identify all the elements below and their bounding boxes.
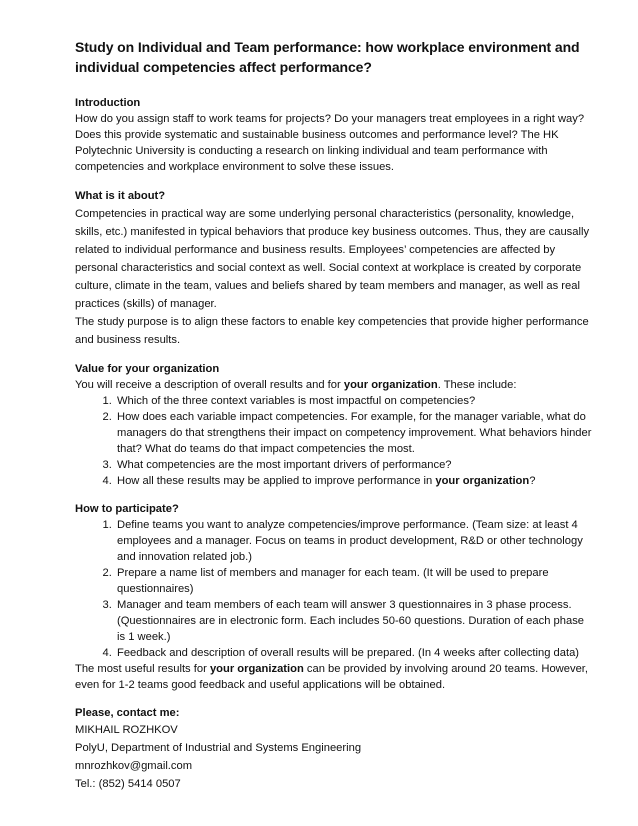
value-item-2: 2. How does each variable impact competencies. For example, for the manager variable, what do managers do that strengthens their impact on competency improvement. What behaviors hinder that? What do teams do that impact competencies the most. [115, 409, 595, 457]
about-text-2: The study purpose is to align these factors to enable key competencies that provide higher performance and business results. [75, 316, 589, 346]
contact-affiliation: PolyU, Department of Industrial and Systems Engineering [75, 742, 362, 754]
value-section [75, 361, 595, 489]
document-title: Study on Individual and Team performance: how workplace environment and individual competencies affect performance? [75, 39, 580, 75]
participate-item-1: 1. Define teams you want to analyze competencies/improve performance. (Team size: at least 4 employees and a manager. Focus on teams in product development, R&D or other technology and innovation related job.) [115, 517, 595, 565]
participate-item-3: 3. Manager and team members of each team will answer 3 questionnaires in 3 phase process. (Questionnaires are in electronic form. Each includes 50-60 questions. Duration of each phase is 1 week.) [115, 597, 595, 645]
participate-section [75, 501, 595, 693]
participate-closing: The most useful results for your organization can be provided by involving around 20 teams. However, even for 1-2 teams good feedback and useful applications will be obtained. [75, 663, 589, 691]
introduction-text: How do you assign staff to work teams for projects? Do your managers treat employees in a right way? Does this provide systematic and sustainable business outcomes and performance level? The HK Polytechnic University is conducting a research on linking individual and team performance with competencies and workplace environment to solve these issues. [75, 113, 585, 173]
value-item-1: 1. Which of the three context variables is most impactful on competencies? [115, 393, 595, 409]
value-item-3: 3. What competencies are the most important drivers of performance? [115, 457, 595, 473]
contact-phone: Tel.: (852) 5414 0507 [75, 778, 181, 790]
contact-email[interactable]: mnrozhkov@gmail.com [75, 760, 193, 772]
document-page [75, 37, 595, 805]
contact-section [75, 705, 595, 793]
org-emphasis: your organization [435, 475, 530, 487]
about-heading: What is it about? [75, 190, 166, 202]
value-item-4: 4. How all these results may be applied to improve performance in your organization? [115, 473, 595, 489]
introduction-section [75, 95, 595, 175]
about-section [75, 187, 595, 349]
participate-item-4: 4. Feedback and description of overall results will be prepared. (In 4 weeks after collecting data) [115, 645, 595, 661]
contact-name: MIKHAIL ROZHKOV [75, 724, 178, 736]
introduction-heading: Introduction [75, 97, 141, 109]
about-text-1: Competencies in practical way are some underlying personal characteristics (personality, knowledge, skills, etc.) manifested in typical behaviors that produce key business outcomes. Thus, they are causally related to individual performance and business results. Employees’ competencies are affected by personal characteristics and social context as well. Social context at workplace is created by corporate culture, climate in the team, values and beliefs shared by team members and manager, as well as real practices (skills) of manager. [75, 208, 590, 310]
value-intro: You will receive a description of overall results and for your organization. These include: [75, 379, 517, 391]
value-list [75, 393, 595, 489]
org-emphasis: your organization [209, 663, 304, 675]
value-heading: Value for your organization [75, 363, 220, 375]
participate-item-2: 2. Prepare a name list of members and manager for each team. (It will be used to prepare questionnaires) [115, 565, 595, 597]
contact-heading: Please, contact me: [75, 707, 180, 719]
participate-heading: How to participate? [75, 503, 179, 515]
participate-list [75, 517, 595, 661]
org-emphasis: your organization [343, 379, 438, 391]
